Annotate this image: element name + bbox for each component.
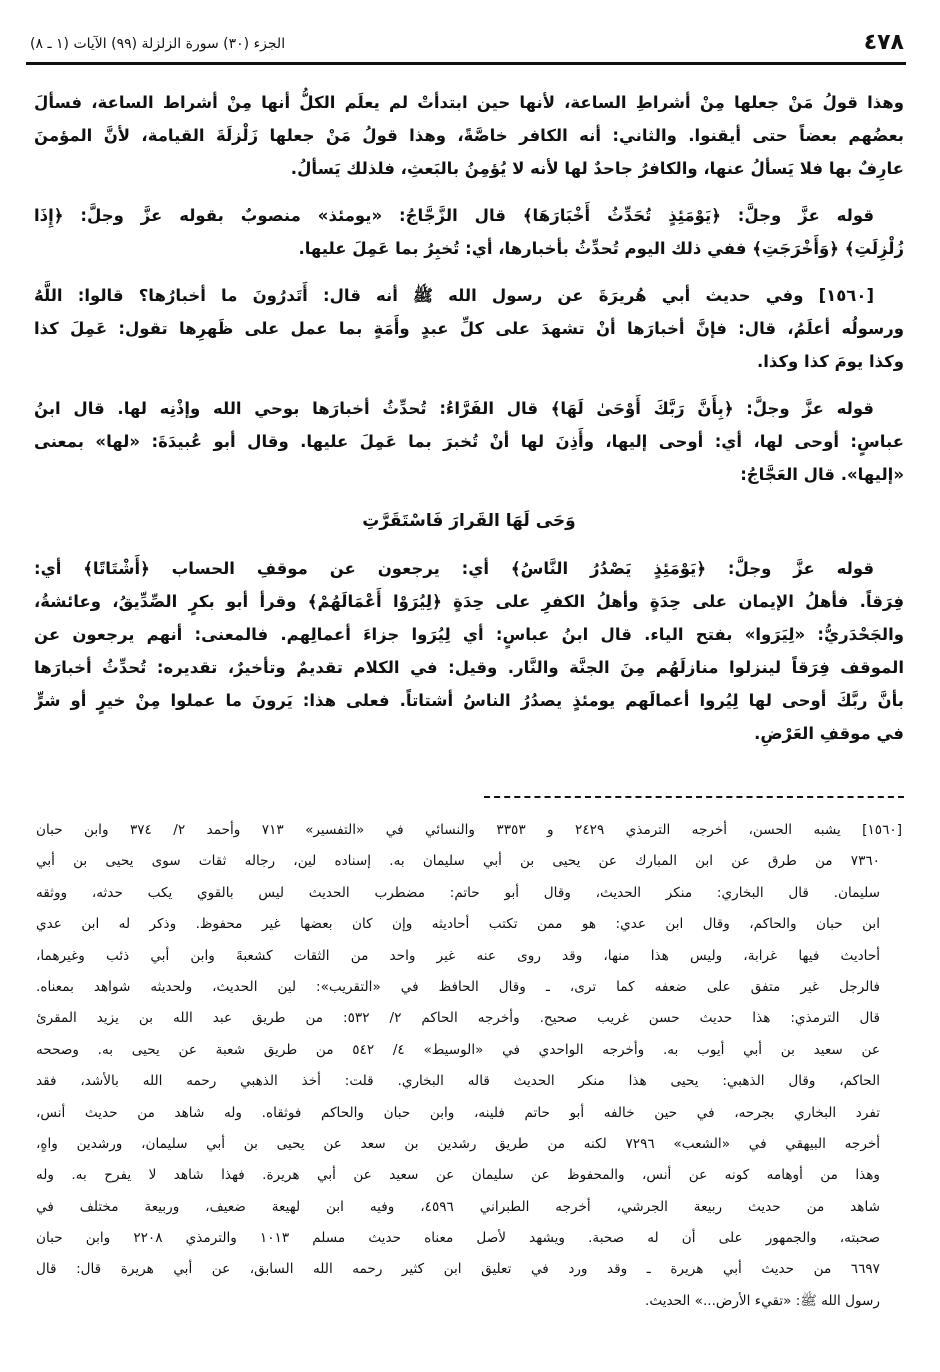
footnote-line: سليمان. قال البخاري: منكر الحديث، وقال أبو حاتم: مضطرب الحديث ليس بالقوي يكب حدثه، ووثقه [36,884,880,901]
footnote-line: أخرجه البيهقي في «الشعب» ٧٢٩٦ لكنه من طريق رشدين بن سعد عن يحيى بن أبي سليمان، ورشدين واهٍ، [36,1135,880,1152]
text-line: في موقفِ العَرْضِ. [754,724,904,743]
footnote-line: ٦٦٩٧ من حديث أبي هريرة ـ وقد ورد في تعليق ابن كثير رحمه الله السابق، عن أبي هريرة قال: قال [36,1261,880,1278]
text-line: [١٥٦٠] وفي حديث أبي هُريرَةَ عن رسول الله ﷺ أنه قال: أَتَدرُونَ ما أخبارُها؟ قالوا: اللَّهُ [34,286,874,305]
text-line: «إليها». قال العَجَّاجُ: [740,465,904,484]
header-rule [26,62,906,65]
paragraph [34,86,904,185]
text-line: الموقف فِرَقاً لينزلوا منازلَهُم مِنَ الجنَّة والنَّار. وقيل: في الكلام تقديمٌ وتأخيرٌ، تقديره: تُحدِّثُ أخبارَها [34,658,904,677]
paragraph [34,552,904,750]
paragraph [34,279,904,378]
footnote-line: تفرد البخاري بجرحه، في حين خالفه أبو حاتم فلينه، وابن حبان والحاكم فوثقاه. وله شاهد من حديث أنس، [36,1104,880,1121]
text-line: وكذا يومَ كذا وكذا. [757,352,904,371]
text-line: بأنَّ ربَّكَ أوحى لها لِيُروا أعمالَهم يومئذٍ يصدُرُ الناسُ أشتاتاً. فعلى هذا: يَرونَ ما عملوا مِنْ خيرٍ أو شرٍّ [34,691,904,710]
footnote-line: شاهد من حديث ربيعة الجرشي، أخرجه الطبراني ٤٥٩٦، وفيه ابن لهيعة ضعيف، وربيعة مختلف في [36,1198,881,1215]
footnote-separator [484,796,904,798]
text-line: فِرَقاً. فأهلُ الإيمان على حِدَةٍ وأهلُ الكفرِ على حِدَةٍ ﴿لِيُرَوْا أَعْمَالَهُمْ﴾ وقرأ أبو بكرٍ الصِّدِّيقُ، وعائشةُ، [34,592,904,611]
footnote-line: فالرجل غير متفق على ضعفه كما ترى، ـ وقال الحافظ في «التقريب»: لين الحديث، ولحديثه شواهد بمعناه. [36,978,880,995]
text-line: قوله عزَّ وجلَّ: ﴿يَوْمَئِذٍ يَصْدُرُ النَّاسُ﴾ أي: يرجعون عن موقفِ الحساب ﴿أَشْتَاتًا﴾ أي: [34,559,874,578]
running-header: الجزء (٣٠) سورة الزلزلة (٩٩) الآيات (١ ـ ٨) [30,36,286,52]
footnote-line: [١٥٦٠] يشبه الحسن، أخرجه الترمذي ٢٤٢٩ و ٣٣٥٣ والنسائي في «التفسير» ٧١٣ وأحمد ٢/ ٣٧٤ وابن حبان [36,822,902,838]
footnote-line: رسول الله ﷺ: «تقيء الأرض...» الحديث. [645,1292,880,1309]
footnote-line: ابن حبان والحاكم، وقال ابن عدي: هو ممن تكتب أحاديثه وإن كان بعضها غير محفوظ. وذكر له ابن عدي [36,916,880,933]
footnote-line: ٧٣٦٠ من طرق عن ابن المبارك عن يحيى بن أبي سليمان به. إسناده لين، رجاله ثقات سوى يحيى بن أبي [36,853,880,870]
text-line: قوله عزَّ وجلَّ: ﴿بِأَنَّ رَبَّكَ أَوْحَىٰ لَهَا﴾ قال الفَرَّاءُ: تُحدِّثُ أخبارَها بوحي الله وإذْنِه لها. قال ابنُ [34,399,874,418]
poetry-verse: وَحَى لَهَا القَرارَ فَاسْتَقَرَّتِ [362,511,576,531]
footnote-line: أحاديث فيها غرابة، وليس هذا منها، وقد روى عنه غير واحد من الثقات كشعبةَ وابن أبي ذئب وغيرهما، [36,947,880,964]
footnotes [36,815,902,1317]
footnote-line: صحبته، والجمهور على أن له صحبة. ويشهد لأصل معناه حديث مسلم ١٠١٣ والترمذي ٢٢٠٨ وابن حبان [36,1230,880,1247]
paragraph [34,199,904,265]
text-line: بعضُهم بعضاً حتى أيقنوا. والثاني: أنه الكافر خاصَّةً، وهذا قولُ مَنْ جعلها زَلْزلَةَ القيامة، لأنَّ المؤمنَ [34,126,904,145]
footnote-line: وهذا من أوهامه كونه عن أنس، والمحفوظ عن سليمان عن سعيد عن أبي هريرة. فهذا شاهد لا يفرح به. وله [36,1167,880,1184]
text-line: وهذا قولُ مَنْ جعلها مِنْ أشراطِ الساعة، لأنها حين ابتدأتْ لم يعلَم الكلُّ أنها مِنْ أشراط الساعة، فسألَ [34,93,904,112]
paragraph [34,392,904,491]
text-line: عارِفٌ بها فلا يَسألُ عنها، والكافرُ جاحدٌ لها لأنه لا يُؤمِنُ بالبَعثِ، فلذلك يَسألُ. [290,159,904,178]
text-line: زُلْزِلَتِ﴾ ﴿وَأَخْرَجَتِ﴾ ففي ذلك اليوم تُحدِّثُ بأخبارها، أي: تُخبِرُ بما عَمِلَ عليها. [298,239,904,258]
text-line: والجَحْدَريُّ: «لِيَرَوا» بفتح الياء. قال ابنُ عباسٍ: أي لِيُرَوا جزاءَ أعمالِهم. فالمعنى: أنهم يرجعون عن [34,625,904,644]
footnote-line: قال الترمذي: هذا حديث حسن غريب صحيح. وأخرجه الحاكم ٢/ ٥٣٢: من طريق عبد الله بن يزيد المقرئ [36,1010,880,1027]
footnote-line: الحاكم، وقال الذهبي: يحيى هذا منكر الحديث قاله البخاري. قلت: أخذ الذهبي رحمه الله بالأشد، فقد [36,1073,880,1090]
text-line: عباسٍ: أوحى لها، أي: أوحى إليها، وأَذِنَ لها أنْ تُخبرَ بما عَمِلَ عليها. وقال أبو عُبيدَةَ: «لها» بمعنى [34,432,904,451]
footnote-line: عن سعيد بن أبي أيوب به. وأخرجه الواحدي في «الوسيط» ٤/ ٥٤٢ من طريق شعبة عن يحيى به. وصححه [36,1041,880,1058]
text-line: قوله عزَّ وجلَّ: ﴿يَوْمَئِذٍ تُحَدِّثُ أَخْبَارَهَا﴾ قال الزَّجَّاجُ: «يومئذ» منصوبٌ بقوله عزَّ وجلَّ: ﴿إِذَا [34,206,874,225]
page-number: ٤٧٨ [863,30,904,55]
main-text [34,86,904,764]
text-line: ورسولُه أعلَمُ، قال: فإنَّ أخبارَها أنْ تشهدَ على كلِّ عبدٍ وأَمَةٍ بما عمل على ظَهرِها تقول: عَمِلَ كذا [34,319,904,338]
